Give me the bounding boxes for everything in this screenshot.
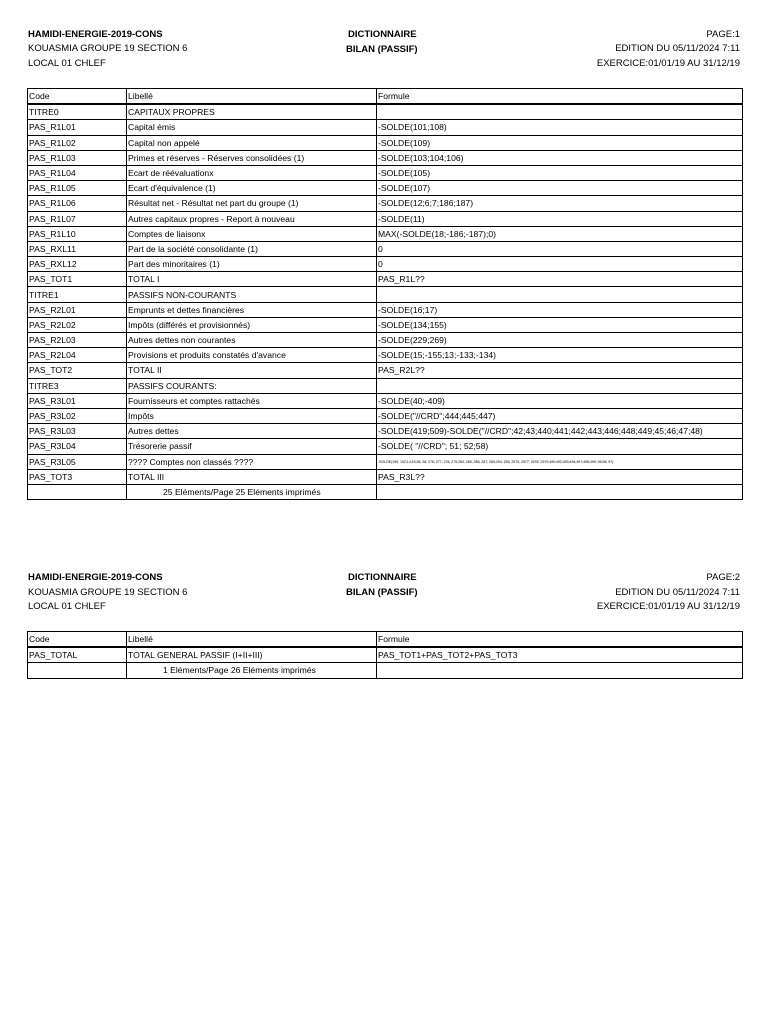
row-code: PAS_R2L04 bbox=[28, 348, 127, 363]
row-formula: -SOLDE(103;104;106) bbox=[377, 150, 743, 165]
row-label: Provisions et produits constatés d'avance bbox=[127, 348, 377, 363]
footer-empty-cell bbox=[377, 663, 743, 678]
column-header-label: Libellé bbox=[127, 89, 377, 105]
row-label: TOTAL GENERAL PASSIF (I+II+III) bbox=[127, 647, 377, 663]
dictionary-table bbox=[27, 631, 743, 679]
row-code: PAS_R3L03 bbox=[28, 424, 127, 439]
column-header-label: Libellé bbox=[127, 632, 377, 648]
exercice-period: EXERCICE:01/01/19 AU 31/12/19 bbox=[596, 58, 740, 69]
column-header-code: Code bbox=[28, 632, 127, 648]
row-formula: 0 bbox=[377, 241, 743, 256]
element-count-summary: 1 Eléments/Page 26 Eléments imprimés bbox=[127, 663, 377, 678]
row-formula: -SOLDE(419;509)-SOLDE("//CRD";42;43;440;441;442;443;446;448;449;45;46;47;48) bbox=[377, 424, 743, 439]
page-number: PAGE:2 bbox=[706, 572, 740, 583]
row-label: TOTAL II bbox=[127, 363, 377, 378]
row-formula: -SOLDE(229;269) bbox=[377, 333, 743, 348]
page-number: PAGE:1 bbox=[706, 29, 740, 40]
company-name: HAMIDI-ENERGIE-2019-CONS bbox=[28, 29, 163, 40]
row-label: Part de la société consolidante (1) bbox=[127, 241, 377, 256]
table-row bbox=[28, 647, 743, 663]
row-code: PAS_R3L05 bbox=[28, 454, 127, 469]
row-formula: -SOLDE(40;-409) bbox=[377, 393, 743, 408]
row-code: PAS_R1L03 bbox=[28, 150, 127, 165]
element-count-summary: 25 Eléments/Page 25 Eléments imprimés bbox=[127, 484, 377, 499]
row-label: Autres dettes non courantes bbox=[127, 333, 377, 348]
row-formula: -SOLDE(134;155) bbox=[377, 317, 743, 332]
row-label: PASSIFS NON-COURANTS bbox=[127, 287, 377, 302]
row-label: TOTAL I bbox=[127, 272, 377, 287]
row-label: Autres dettes bbox=[127, 424, 377, 439]
row-code: TITRE1 bbox=[28, 287, 127, 302]
row-formula: -SOLDE(109) bbox=[377, 135, 743, 150]
row-code: PAS_R1L06 bbox=[28, 196, 127, 211]
doc-subtitle: BILAN (PASSIF) bbox=[346, 587, 418, 598]
row-label: Emprunts et dettes financières bbox=[127, 302, 377, 317]
row-code: PAS_R2L03 bbox=[28, 333, 127, 348]
row-formula: -SOLDE( "//CRD"; 51; 52;58) bbox=[377, 439, 743, 454]
row-formula: 0 bbox=[377, 257, 743, 272]
row-label: Trésorerie passif bbox=[127, 439, 377, 454]
row-code: PAS_RXL11 bbox=[28, 241, 127, 256]
row-label: Part des minoritaires (1) bbox=[127, 257, 377, 272]
doc-title: DICTIONNAIRE bbox=[348, 572, 417, 583]
local-name: LOCAL 01 CHLEF bbox=[28, 601, 106, 612]
doc-title: DICTIONNAIRE bbox=[348, 29, 417, 40]
row-code: PAS_R3L01 bbox=[28, 393, 127, 408]
row-label: TOTAL III bbox=[127, 469, 377, 484]
footer-empty-cell bbox=[28, 663, 127, 678]
table-footer-row bbox=[28, 663, 743, 678]
dictionary-table-body bbox=[28, 632, 743, 679]
row-label: Ecart d'équivalence (1) bbox=[127, 181, 377, 196]
row-label: CAPITAUX PROPRES bbox=[127, 104, 377, 120]
group-section: KOUASMIA GROUPE 19 SECTION 6 bbox=[28, 587, 188, 598]
row-formula: -SOLDE(15;-155;13;-133;-134) bbox=[377, 348, 743, 363]
row-formula: -SOLDE(105) bbox=[377, 165, 743, 180]
row-label: Autres capitaux propres - Report à nouveau bbox=[127, 211, 377, 226]
row-label: Ecart de réévaluationx bbox=[127, 165, 377, 180]
row-label: Impôts bbox=[127, 408, 377, 423]
row-formula: -SOLDE(16;17) bbox=[377, 302, 743, 317]
row-code: PAS_RXL12 bbox=[28, 257, 127, 272]
row-code: PAS_TOT3 bbox=[28, 469, 127, 484]
column-header-formula: Formule bbox=[377, 89, 743, 105]
row-label: Capital émis bbox=[127, 120, 377, 135]
row-code: PAS_R2L01 bbox=[28, 302, 127, 317]
row-code: PAS_R1L01 bbox=[28, 120, 127, 135]
row-formula: MAX(-SOLDE(18;-186;-187);0) bbox=[377, 226, 743, 241]
row-formula: -SOLDE(101;108) bbox=[377, 120, 743, 135]
row-label: Capital non appelé bbox=[127, 135, 377, 150]
row-formula: -SOLDE(12;6;7;186;187) bbox=[377, 196, 743, 211]
company-name: HAMIDI-ENERGIE-2019-CONS bbox=[28, 572, 163, 583]
row-code: PAS_TOTAL bbox=[28, 647, 127, 663]
exercice-period: EXERCICE:01/01/19 AU 31/12/19 bbox=[596, 601, 740, 612]
group-section: KOUASMIA GROUPE 19 SECTION 6 bbox=[28, 43, 188, 54]
edition-date: EDITION DU 05/11/2024 7:11 bbox=[615, 43, 740, 54]
edition-date: EDITION DU 05/11/2024 7:11 bbox=[615, 587, 740, 598]
row-code: PAS_TOT1 bbox=[28, 272, 127, 287]
row-label: Fournisseurs et comptes rattachés bbox=[127, 393, 377, 408]
row-label: PASSIFS COURANTS: bbox=[127, 378, 377, 393]
row-formula: PAS_TOT1+PAS_TOT2+PAS_TOT3 bbox=[377, 647, 743, 663]
row-formula: -SOLDE("//CRD";444;445;447) bbox=[377, 408, 743, 423]
row-formula: -SOLDE(190; 192;14;19;26; 28; 276; 277; 278; 279;284; 285; 286; 287; 289;294; 295; 2970; 2977; 2978; 2979;490;492;493;494;497;498;499; 55;56; 57) bbox=[377, 454, 743, 469]
row-code: PAS_TOT2 bbox=[28, 363, 127, 378]
row-code: PAS_R1L10 bbox=[28, 226, 127, 241]
row-formula: -SOLDE(107) bbox=[377, 181, 743, 196]
row-code: PAS_R1L04 bbox=[28, 165, 127, 180]
row-code: TITRE0 bbox=[28, 104, 127, 120]
row-code: PAS_R3L02 bbox=[28, 408, 127, 423]
row-formula: -SOLDE(11) bbox=[377, 211, 743, 226]
row-formula: PAS_R2L?? bbox=[377, 363, 743, 378]
row-label: ???? Comptes non classés ???? bbox=[127, 454, 377, 469]
row-code: PAS_R1L07 bbox=[28, 211, 127, 226]
row-code: PAS_R1L02 bbox=[28, 135, 127, 150]
row-formula: PAS_R3L?? bbox=[377, 469, 743, 484]
table-header-row bbox=[28, 632, 743, 648]
row-code: PAS_R2L02 bbox=[28, 317, 127, 332]
row-label: Primes et réserves - Réserves consolidées (1) bbox=[127, 150, 377, 165]
row-code: PAS_R1L05 bbox=[28, 181, 127, 196]
column-header-formula: Formule bbox=[377, 632, 743, 648]
local-name: LOCAL 01 CHLEF bbox=[28, 58, 106, 69]
doc-subtitle: BILAN (PASSIF) bbox=[346, 44, 418, 55]
row-code: PAS_R3L04 bbox=[28, 439, 127, 454]
row-label: Impôts (différés et provisionnés) bbox=[127, 317, 377, 332]
row-formula: PAS_R1L?? bbox=[377, 272, 743, 287]
row-label: Résultat net - Résultat net part du groupe (1) bbox=[127, 196, 377, 211]
row-label: Comptes de liaisonx bbox=[127, 226, 377, 241]
column-header-code: Code bbox=[28, 89, 127, 105]
row-code: TITRE3 bbox=[28, 378, 127, 393]
